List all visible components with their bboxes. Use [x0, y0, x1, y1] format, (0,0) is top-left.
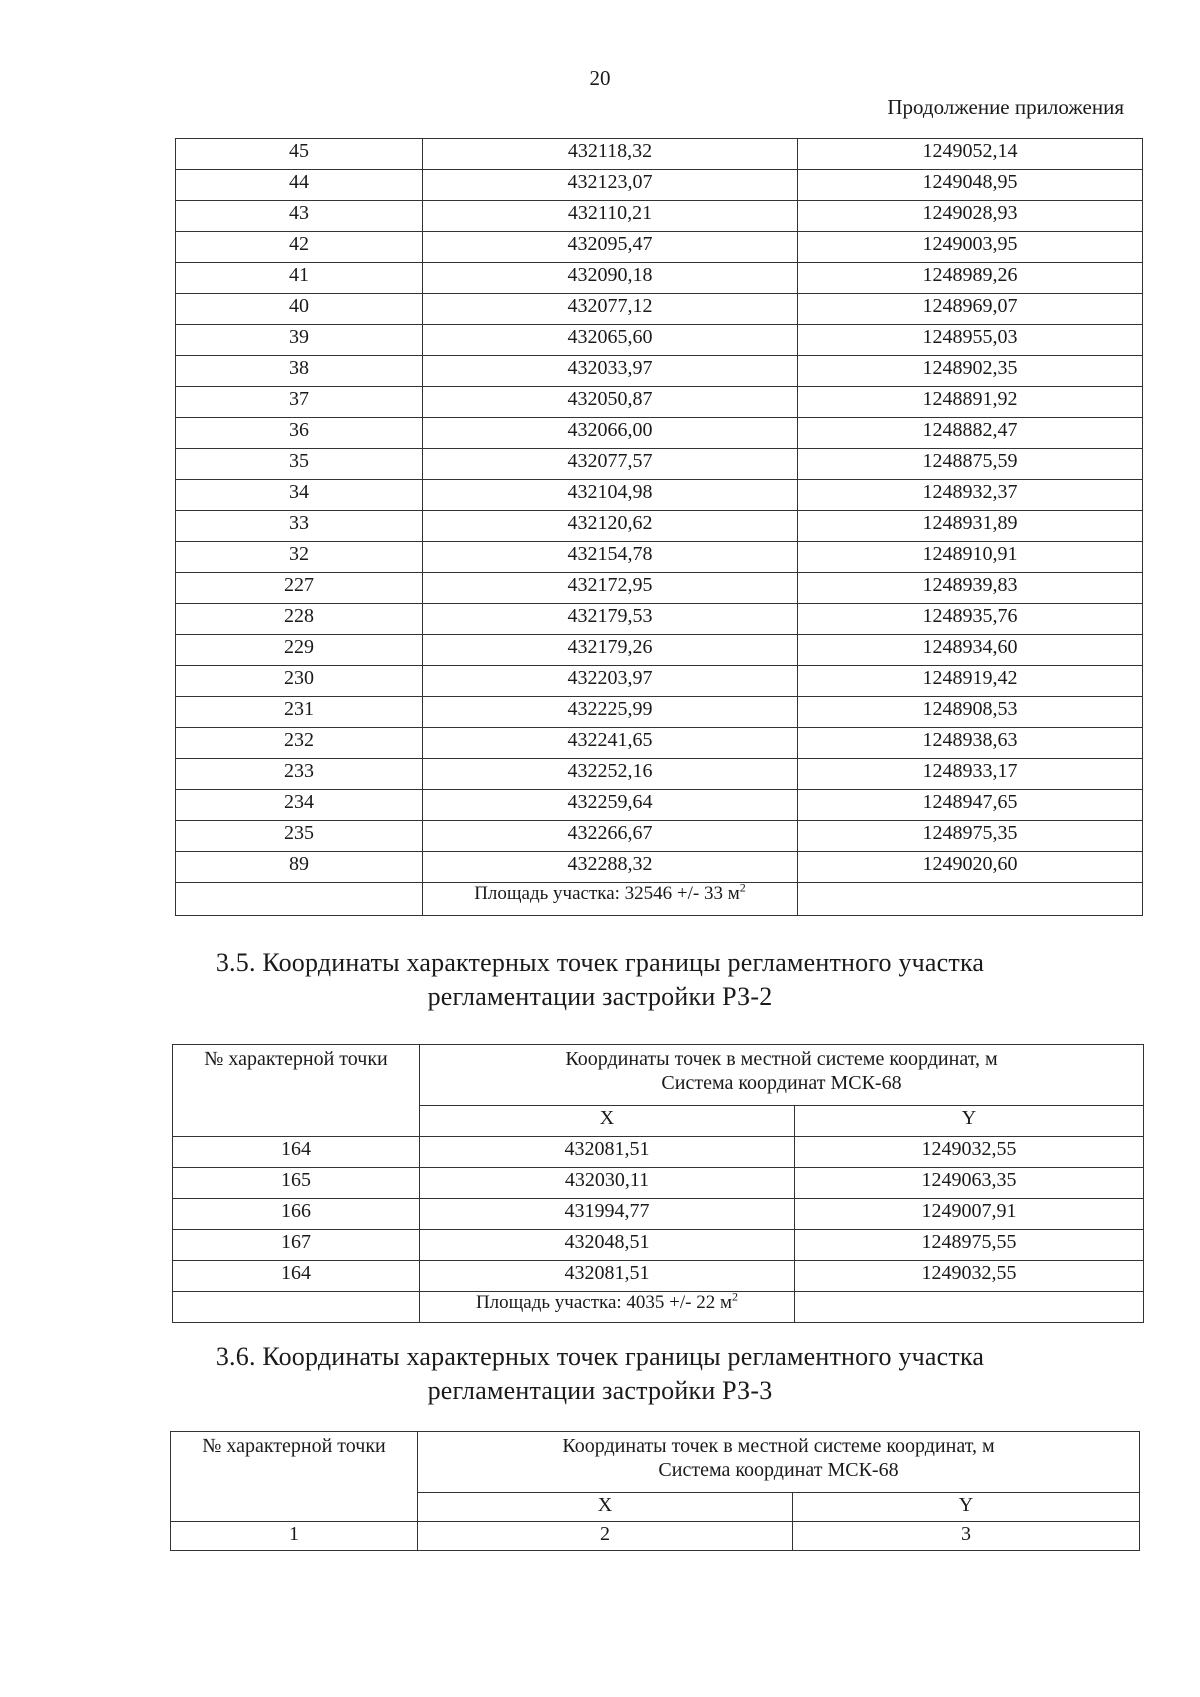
header-x: X: [420, 1106, 795, 1137]
y-coordinate-cell: 1249052,14: [798, 139, 1143, 170]
rz3-coordinates-table: [170, 1431, 1140, 1551]
empty-cell: [176, 883, 423, 916]
point-number-cell: 37: [176, 387, 423, 418]
y-coordinate-cell: 1249032,55: [795, 1137, 1144, 1168]
x-coordinate-cell: 431994,77: [420, 1199, 795, 1230]
table-row: [176, 449, 1143, 480]
section-3-5-title-line2: регламентации застройки РЗ-2: [427, 981, 773, 1011]
point-number-cell: 234: [176, 790, 423, 821]
point-number-cell: 45: [176, 139, 423, 170]
area-unit-power: 2: [732, 1289, 739, 1304]
point-number-cell: 229: [176, 635, 423, 666]
empty-cell: [798, 883, 1143, 916]
table-row: [176, 170, 1143, 201]
y-coordinate-cell: 1248919,42: [798, 666, 1143, 697]
table-header-row: [173, 1045, 1144, 1106]
point-number-cell: 235: [176, 821, 423, 852]
point-number-cell: 228: [176, 604, 423, 635]
table-row: [176, 418, 1143, 449]
point-number-cell: 233: [176, 759, 423, 790]
header-coordinates-line1: Координаты точек в местной системе координат, м: [562, 1435, 995, 1457]
point-number-cell: 227: [176, 573, 423, 604]
table-row: [176, 480, 1143, 511]
x-coordinate-cell: 432048,51: [420, 1230, 795, 1261]
table-row: [176, 573, 1143, 604]
table-row: [176, 821, 1143, 852]
y-coordinate-cell: 1249063,35: [795, 1168, 1144, 1199]
y-coordinate-cell: 1248875,59: [798, 449, 1143, 480]
x-coordinate-cell: 432050,87: [423, 387, 798, 418]
x-coordinate-cell: 432179,26: [423, 635, 798, 666]
point-number-cell: 41: [176, 263, 423, 294]
y-coordinate-cell: 1248902,35: [798, 356, 1143, 387]
y-coordinate-cell: 1248933,17: [798, 759, 1143, 790]
point-number-cell: 167: [173, 1230, 420, 1261]
table-row: [176, 759, 1143, 790]
table-row: [176, 201, 1143, 232]
x-coordinate-cell: 432095,47: [423, 232, 798, 263]
point-number-cell: 43: [176, 201, 423, 232]
point-number-cell: 42: [176, 232, 423, 263]
y-coordinate-cell: 1248947,65: [798, 790, 1143, 821]
y-coordinate-cell: 1249028,93: [798, 201, 1143, 232]
point-number-cell: 32: [176, 542, 423, 573]
table-row: [176, 604, 1143, 635]
section-3-6-title: [0, 1340, 1200, 1408]
x-coordinate-cell: 432172,95: [423, 573, 798, 604]
table-row: [176, 356, 1143, 387]
point-number-cell: 36: [176, 418, 423, 449]
area-row: [176, 883, 1143, 916]
x-coordinate-cell: 432203,97: [423, 666, 798, 697]
table-row: [173, 1168, 1144, 1199]
table-row: [176, 263, 1143, 294]
table-row: [176, 294, 1143, 325]
y-coordinate-cell: 1248931,89: [798, 511, 1143, 542]
y-coordinate-cell: 1249032,55: [795, 1261, 1144, 1292]
table-row: [176, 852, 1143, 883]
y-coordinate-cell: 1248975,55: [795, 1230, 1144, 1261]
table-row: [176, 387, 1143, 418]
point-number-cell: 230: [176, 666, 423, 697]
x-coordinate-cell: 432252,16: [423, 759, 798, 790]
y-coordinate-cell: 1248908,53: [798, 697, 1143, 728]
y-coordinate-cell: 1248932,37: [798, 480, 1143, 511]
x-coordinate-cell: 432120,62: [423, 511, 798, 542]
y-coordinate-cell: 1248934,60: [798, 635, 1143, 666]
header-x: X: [418, 1493, 793, 1522]
x-coordinate-cell: 432077,57: [423, 449, 798, 480]
rz2-coordinates-table: [172, 1044, 1144, 1323]
table-row: [176, 232, 1143, 263]
x-coordinate-cell: 432225,99: [423, 697, 798, 728]
section-3-5-title-line1: 3.5. Координаты характерных точек границы регламентного участка: [215, 948, 985, 977]
table-row: [173, 1137, 1144, 1168]
x-coordinate-cell: 432179,53: [423, 604, 798, 635]
point-number-cell: 35: [176, 449, 423, 480]
point-number-cell: 89: [176, 852, 423, 883]
rz2-table-body: [173, 1045, 1144, 1323]
column-number-3: 3: [793, 1522, 1140, 1551]
y-coordinate-cell: 1248910,91: [798, 542, 1143, 573]
column-number-1: 1: [171, 1522, 418, 1551]
y-coordinate-cell: 1248939,83: [798, 573, 1143, 604]
table-row: [176, 728, 1143, 759]
x-coordinate-cell: 432033,97: [423, 356, 798, 387]
point-number-cell: 231: [176, 697, 423, 728]
section-3-6-title-line2: регламентации застройки РЗ-3: [427, 1375, 773, 1405]
x-coordinate-cell: 432065,60: [423, 325, 798, 356]
point-number-cell: 34: [176, 480, 423, 511]
area-cell: [423, 880, 798, 916]
area-text: Площадь участка: 4035 +/- 22 м: [475, 1292, 733, 1313]
y-coordinate-cell: 1248935,76: [798, 604, 1143, 635]
area-cell: [420, 1289, 795, 1323]
header-coordinates-line1: Координаты точек в местной системе координат, м: [565, 1048, 998, 1070]
x-coordinate-cell: 432081,51: [420, 1137, 795, 1168]
y-coordinate-cell: 1248938,63: [798, 728, 1143, 759]
area-row: [173, 1292, 1144, 1323]
table-row: [173, 1230, 1144, 1261]
area-unit-power: 2: [739, 880, 746, 895]
x-coordinate-cell: 432118,32: [423, 139, 798, 170]
table-row: [176, 697, 1143, 728]
y-coordinate-cell: 1248969,07: [798, 294, 1143, 325]
point-number-cell: 164: [173, 1261, 420, 1292]
table-row: [173, 1261, 1144, 1292]
y-coordinate-cell: 1248955,03: [798, 325, 1143, 356]
point-number-cell: 38: [176, 356, 423, 387]
x-coordinate-cell: 432259,64: [423, 790, 798, 821]
y-coordinate-cell: 1248989,26: [798, 263, 1143, 294]
point-number-cell: 164: [173, 1137, 420, 1168]
y-coordinate-cell: 1248975,35: [798, 821, 1143, 852]
column-number-row: [171, 1522, 1140, 1551]
x-coordinate-cell: 432081,51: [420, 1261, 795, 1292]
area-text: Площадь участка: 32546 +/- 33 м: [474, 883, 740, 904]
section-3-6-title-line1: 3.6. Координаты характерных точек границы регламентного участка: [215, 1342, 985, 1371]
point-number-cell: 39: [176, 325, 423, 356]
header-y: Y: [795, 1106, 1144, 1137]
x-coordinate-cell: 432266,67: [423, 821, 798, 852]
coordinates-table-continued: [175, 138, 1143, 916]
x-coordinate-cell: 432066,00: [423, 418, 798, 449]
y-coordinate-cell: 1249048,95: [798, 170, 1143, 201]
y-coordinate-cell: 1249007,91: [795, 1199, 1144, 1230]
x-coordinate-cell: 432090,18: [423, 263, 798, 294]
point-number-cell: 166: [173, 1199, 420, 1230]
table-row: [173, 1199, 1144, 1230]
point-number-cell: 33: [176, 511, 423, 542]
point-number-cell: 165: [173, 1168, 420, 1199]
header-point-number: № характерной точки: [173, 1045, 420, 1137]
point-number-cell: 40: [176, 294, 423, 325]
empty-cell: [795, 1292, 1144, 1323]
y-coordinate-cell: 1248882,47: [798, 418, 1143, 449]
x-coordinate-cell: 432241,65: [423, 728, 798, 759]
point-number-cell: 44: [176, 170, 423, 201]
x-coordinate-cell: 432104,98: [423, 480, 798, 511]
section-3-5-title: [0, 946, 1200, 1014]
table-row: [176, 635, 1143, 666]
x-coordinate-cell: 432110,21: [423, 201, 798, 232]
table-row: [176, 790, 1143, 821]
y-coordinate-cell: 1249003,95: [798, 232, 1143, 263]
table-row: [176, 139, 1143, 170]
header-coordinates-line2: Система координат МСК-68: [658, 1459, 899, 1481]
continuation-label: Продолжение приложения: [887, 95, 1124, 119]
x-coordinate-cell: 432288,32: [423, 852, 798, 883]
header-coordinates-line2: Система координат МСК-68: [661, 1072, 902, 1094]
header-coordinates: [420, 1045, 1144, 1106]
x-coordinate-cell: 432030,11: [420, 1168, 795, 1199]
page-number: 20: [589, 66, 611, 90]
table-row: [176, 325, 1143, 356]
y-coordinate-cell: 1248891,92: [798, 387, 1143, 418]
x-coordinate-cell: 432077,12: [423, 294, 798, 325]
table-row: [176, 511, 1143, 542]
column-number-2: 2: [418, 1522, 793, 1551]
header-point-number: № характерной точки: [171, 1432, 418, 1522]
table-header-row: [171, 1432, 1140, 1493]
table-row: [176, 666, 1143, 697]
point-number-cell: 232: [176, 728, 423, 759]
empty-cell: [173, 1292, 420, 1323]
header-coordinates: [418, 1432, 1140, 1493]
x-coordinate-cell: 432154,78: [423, 542, 798, 573]
y-coordinate-cell: 1249020,60: [798, 852, 1143, 883]
coordinates-table-body: [176, 139, 1143, 916]
header-y: Y: [793, 1493, 1140, 1522]
x-coordinate-cell: 432123,07: [423, 170, 798, 201]
table-row: [176, 542, 1143, 573]
rz3-table-body: [171, 1432, 1140, 1551]
